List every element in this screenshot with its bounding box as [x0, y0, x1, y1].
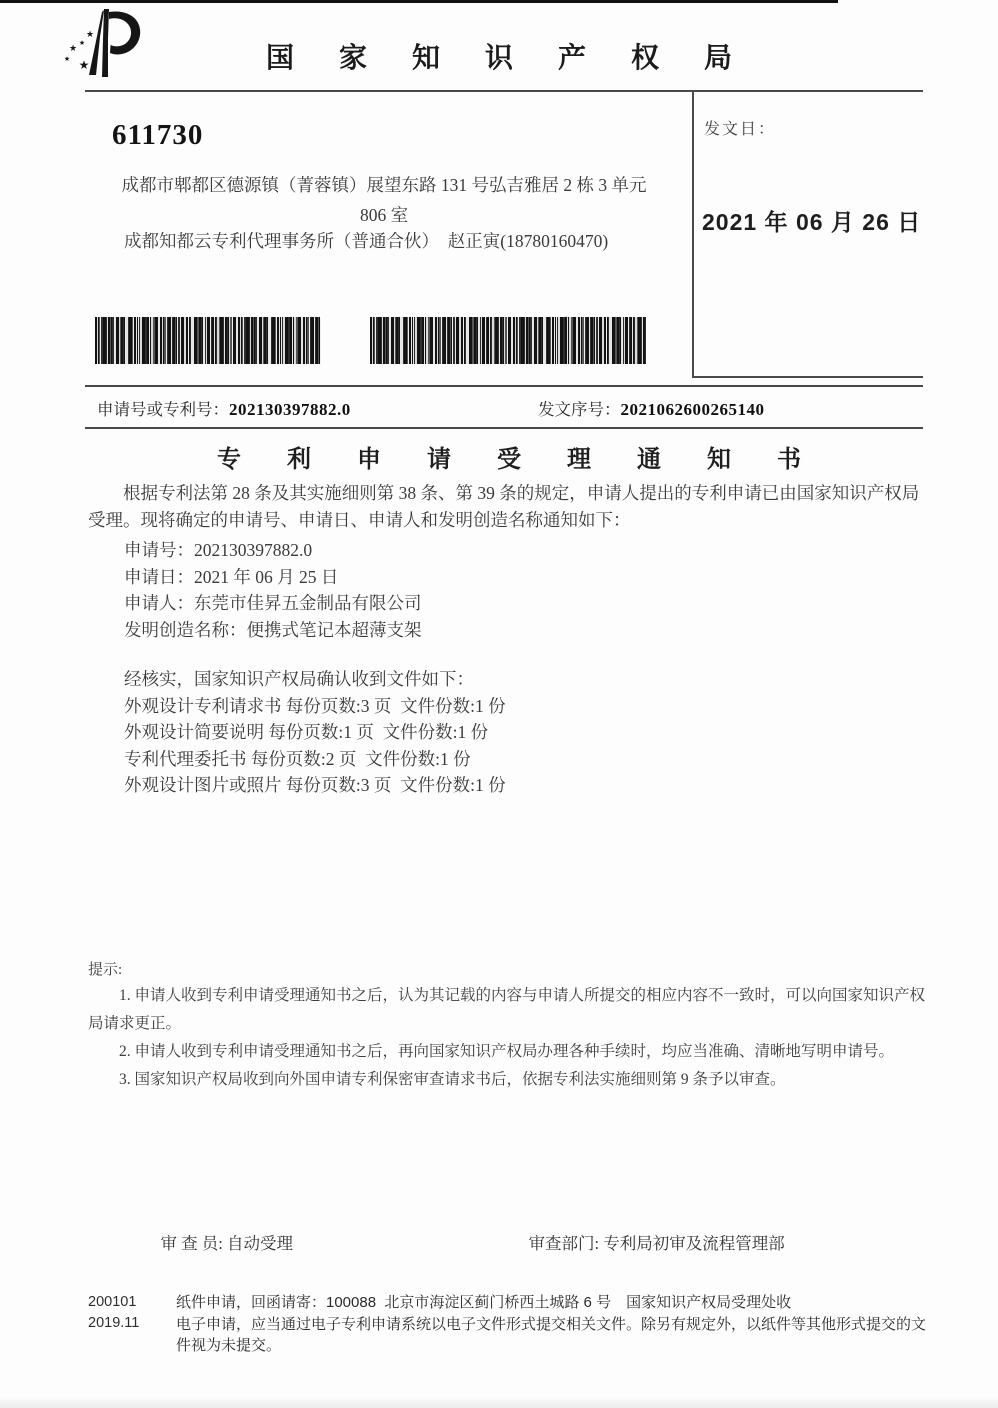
recipient-address — [98, 170, 670, 230]
svg-text:★: ★ — [78, 58, 90, 72]
svg-text:★: ★ — [68, 44, 78, 54]
recipient-postal-code: 611730 — [112, 119, 204, 151]
notice-intro-paragraph: 根据专利法第 28 条及其实施细则第 38 条、第 39 条的规定，申请人提出的专利申请已由国家知识产权局受理。现将确定的申请号、申请日、申请人和发明创造名称通知如下： — [88, 483, 920, 530]
svg-text:★: ★ — [63, 55, 71, 63]
recipient-agent-line: 成都知都云专利代理事务所（普通合伙） 赵正寅(18780160470) — [124, 231, 609, 251]
number-row-top-divider — [85, 385, 923, 387]
tip-item: 3. 国家知识产权局收到向外国申请专利保密审查请求书后，依据专利法实施细则第 9 条予以审查。 — [119, 1071, 786, 1088]
form-revision-date: 2019.11 — [88, 1315, 140, 1331]
serial-number-value: 2021062600265140 — [620, 400, 765, 419]
department-label: 审查部门: — [528, 1234, 604, 1253]
barcode-left-icon — [95, 317, 321, 364]
field-application-number: 申请号：202130397882.0 — [124, 540, 313, 560]
footer-paper-line: 纸件申请，回函请寄：100088 北京市海淀区蓟门桥西土城路 6 号 国家知识产权局受理处收 — [176, 1294, 792, 1311]
header-divider — [85, 90, 923, 92]
tip-item: 2. 申请人收到专利申请受理通知书之后，再向国家知识产权局办理各种手续时，均应当准确、清晰地写明申请号。 — [119, 1043, 895, 1060]
barcode-right-icon — [370, 317, 646, 364]
number-row-bottom-divider — [85, 427, 923, 429]
department-row — [512, 1210, 785, 1274]
recipient-address-line1: 成都市郫都区德源镇（菁蓉镇）展望东路 131 号弘吉雅居 2 栋 3 单元 — [121, 175, 647, 195]
tip-item: 1. 申请人收到专利申请受理通知书之后，认为其记载的内容与申请人所提交的相应内容不一致时，可以向国家知识产权局请求更正。 — [88, 987, 926, 1032]
tips-label: 提示: — [88, 962, 123, 978]
examiner-value: 自动受理 — [226, 1234, 293, 1253]
application-number-value: 202130397882.0 — [229, 400, 351, 419]
received-documents — [124, 666, 506, 799]
field-application-date: 申请日：2021 年 06 月 25 日 — [124, 566, 339, 587]
footer-electronic-line: 电子申请，应当通过电子专利申请系统以电子文件形式提交相关文件。除另有规定外，以纸件等其他形式提交的文件视为未提交。 — [176, 1315, 927, 1354]
received-item: 专利代理委托书 每份页数:2 页 文件份数:1 份 — [124, 748, 471, 769]
date-box-bottom-divider — [692, 376, 923, 378]
received-item: 外观设计简要说明 每份页数:1 页 文件份数:1 份 — [124, 722, 489, 742]
examiner-row — [144, 1210, 293, 1274]
svg-text:★: ★ — [78, 39, 86, 47]
serial-number-label: 发文序号： — [538, 400, 621, 419]
received-intro: 经核实，国家知识产权局确认收到文件如下： — [124, 669, 474, 689]
received-item: 外观设计专利请求书 每份页数:3 页 文件份数:1 份 — [124, 695, 506, 716]
field-invention-title: 发明创造名称：便携式笔记本超薄支架 — [124, 619, 422, 640]
application-fields — [124, 537, 422, 643]
agency-title: 国 家 知 识 产 权 局 — [265, 43, 751, 74]
footer-instructions — [176, 1292, 930, 1357]
field-applicant: 申请人：东莞市佳昇五金制品有限公司 — [124, 593, 422, 613]
svg-text:★: ★ — [85, 30, 95, 40]
date-box-divider — [692, 90, 694, 377]
footer-divider — [0, 0, 838, 3]
serial-number-row — [538, 396, 765, 420]
examiner-label: 审 查 员: — [160, 1234, 227, 1253]
received-item: 外观设计图片或照片 每份页数:3 页 文件份数:1 份 — [124, 775, 506, 795]
application-number-label: 申请号或专利号： — [97, 400, 229, 419]
form-code: 200101 — [88, 1294, 137, 1310]
issue-date-label: 发文日： — [704, 121, 777, 138]
department-value: 专利局初审及流程管理部 — [603, 1234, 785, 1253]
application-number-row — [97, 396, 351, 420]
notice-title: 专 利 申 请 受 理 通 知 书 — [217, 447, 821, 473]
recipient-address-line2: 806 室 — [359, 205, 409, 225]
issue-date-value: 2021 年 06 月 26 日 — [702, 209, 922, 235]
